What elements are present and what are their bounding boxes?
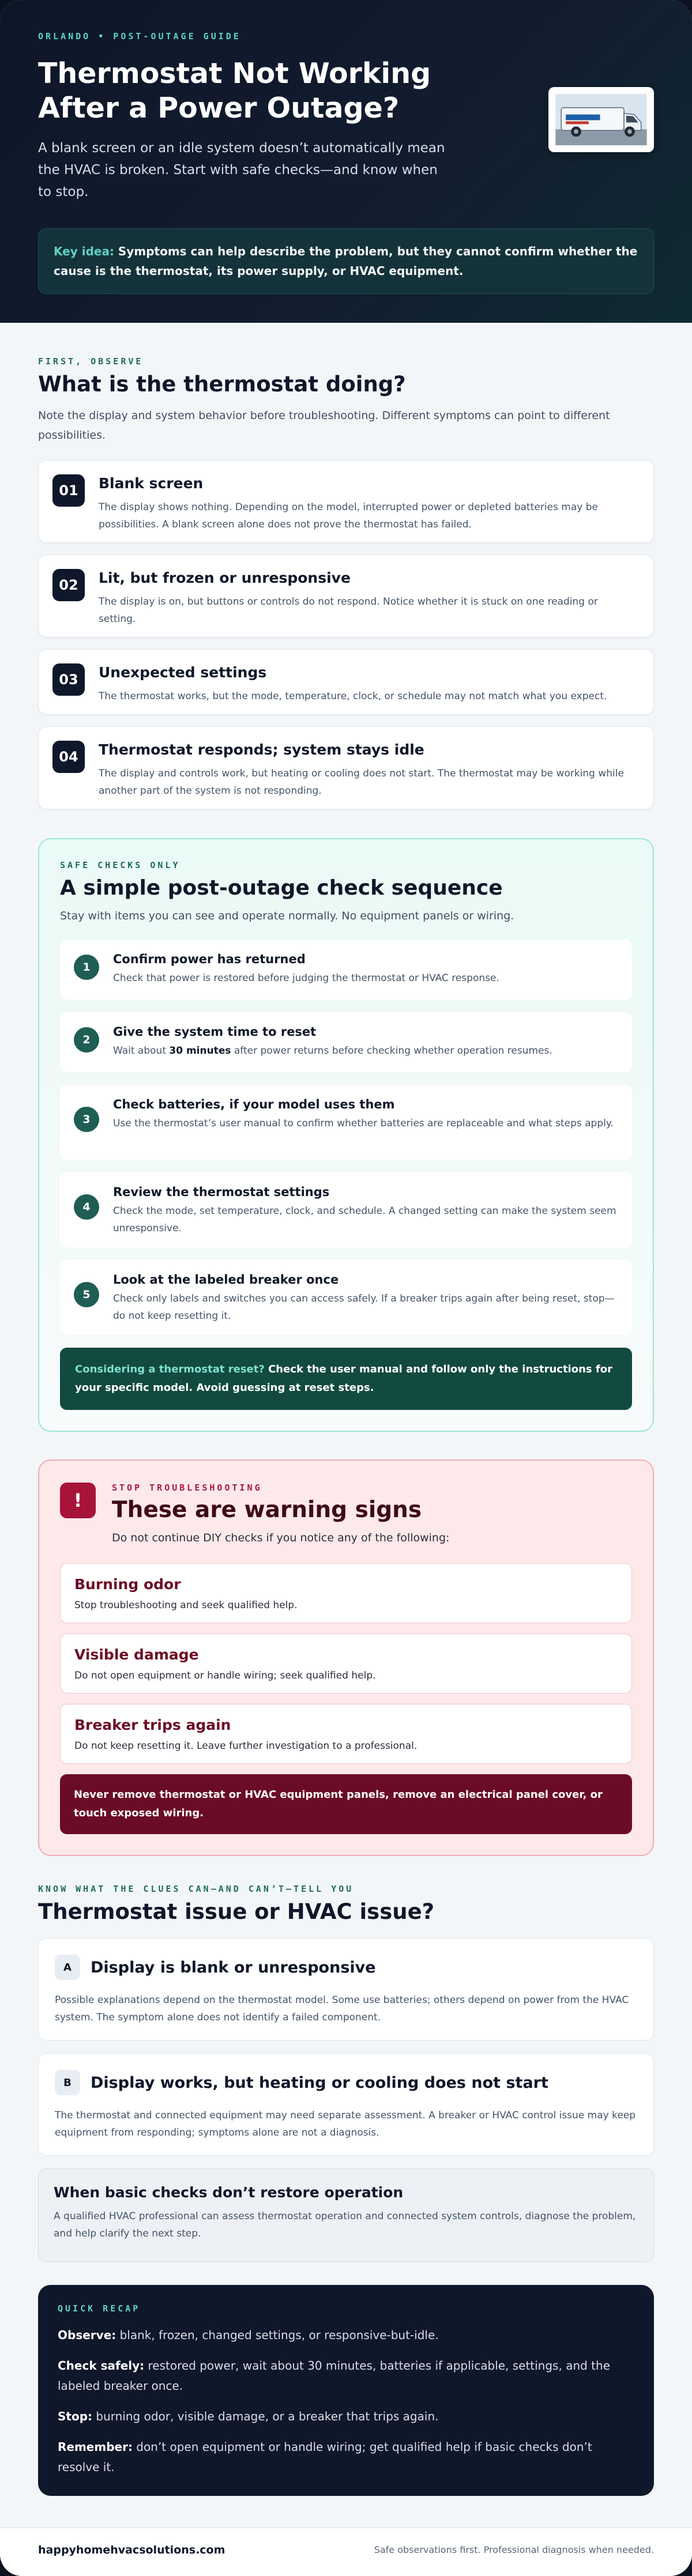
compare-card-head [55, 1955, 637, 1980]
warning-header [60, 1483, 632, 1547]
recap-item [58, 2407, 634, 2427]
never-remove-callout: Never remove thermostat or HVAC equipment panels, remove an electrical panel cover, or touch exposed wiring. [60, 1774, 632, 1834]
key-idea-callout [38, 228, 654, 294]
recap-item [58, 2437, 634, 2477]
check-step-number: 2 [74, 1027, 99, 1053]
check-step-title: Review the thermostat settings [113, 1185, 330, 1199]
symptom-card [38, 460, 654, 543]
check-step [60, 1260, 632, 1335]
check-step [60, 1012, 632, 1072]
observe-desc: Note the display and system behavior before troubleshooting. Different symptoms can point to different possibilities. [38, 409, 610, 442]
warning-panel [38, 1459, 654, 1856]
check-step-number: 1 [74, 955, 99, 980]
reset-callout [60, 1348, 632, 1410]
warning-sign-desc: Do not keep resetting it. Leave further investigation to a professional. [74, 1740, 418, 1752]
check-step-desc: Check only labels and switches you can access safely. If a breaker trips again after being reset, stop—do not keep resetting it. [113, 1293, 615, 1322]
recap-item [58, 2325, 634, 2345]
recap-item-label: Stop: [58, 2409, 93, 2423]
hero [0, 0, 692, 323]
checks-title: A simple post-outage check sequence [60, 876, 503, 900]
check-step-title: Look at the labeled breaker once [113, 1273, 339, 1287]
observe-eyebrow: FIRST, OBSERVE [38, 356, 144, 367]
compare-card-title: Display works, but heating or cooling does not start [91, 2073, 548, 2092]
symptom-desc: The display shows nothing. Depending on the model, interrupted power or depleted batteries may be possibilities. A blank screen alone does not prove the thermostat has failed. [99, 501, 598, 530]
check-step [60, 1172, 632, 1247]
symptom-number: 04 [52, 741, 85, 773]
check-step [60, 940, 632, 1000]
professional-help-desc: A qualified HVAC professional can assess thermostat operation and connected system controls, diagnose the problem, and help clarify the next step. [54, 2211, 636, 2239]
symptom-title: Thermostat responds; system stays idle [99, 741, 424, 758]
recap-eyebrow: QUICK RECAP [58, 2303, 141, 2314]
check-step [60, 1085, 632, 1160]
recap-item-label: Observe: [58, 2328, 116, 2342]
service-van-image [548, 87, 654, 152]
check-step-desc: Use the thermostat’s user manual to confirm whether batteries are replaceable and what steps apply. [113, 1118, 614, 1129]
symptom-title: Blank screen [99, 475, 204, 492]
compare-letter-badge: A [55, 1955, 80, 1980]
warning-sign-card [60, 1704, 632, 1764]
check-step-desc-bold: 30 minutes [169, 1045, 231, 1057]
reset-callout-label: Considering a thermostat reset? [75, 1363, 265, 1375]
key-idea-text: Symptoms can help describe the problem, but they cannot confirm whether the cause is the thermostat, its power supply, or HVAC equipment. [54, 244, 638, 278]
recap-item-text: restored power, wait about 30 minutes, batteries if applicable, settings, and the labeled breaker once. [58, 2359, 610, 2393]
recap-item [58, 2356, 634, 2396]
warning-sign-title: Visible damage [74, 1646, 199, 1663]
hero-eyebrow: ORLANDO • POST-OUTAGE GUIDE [38, 31, 241, 42]
symptom-number: 01 [52, 474, 85, 507]
warning-sign-title: Burning odor [74, 1576, 181, 1593]
recap-item-label: Check safely: [58, 2359, 145, 2373]
footer-tagline: Safe observations first. Professional diagnosis when needed. [374, 2544, 654, 2555]
symptom-title: Unexpected settings [99, 664, 267, 681]
recap-item-text: burning odor, visible damage, or a breaker that trips again. [92, 2409, 439, 2423]
warning-desc: Do not continue DIY checks if you notice any of the following: [112, 1532, 450, 1544]
compare-card-title: Display is blank or unresponsive [91, 1958, 376, 1977]
warning-sign-card [60, 1634, 632, 1694]
compare-eyebrow: KNOW WHAT THE CLUES CAN—AND CAN’T—TELL YOU [38, 1884, 354, 1894]
observe-title: What is the thermostat doing? [38, 372, 406, 397]
recap-item-text: blank, frozen, changed settings, or responsive-but-idle. [116, 2328, 439, 2342]
observe-section [0, 323, 692, 809]
warning-sign-title: Breaker trips again [74, 1717, 231, 1733]
warning-sign-desc: Stop troubleshooting and seek qualified help. [74, 1600, 298, 1611]
compare-card-head [55, 2070, 637, 2095]
page-title: Thermostat Not Working After a Power Outage? [38, 57, 431, 125]
check-step-desc-pre: Wait about [113, 1045, 170, 1057]
site-link[interactable]: happyhomehvacsolutions.com [38, 2543, 225, 2556]
symptom-title: Lit, but frozen or unresponsive [99, 569, 351, 586]
check-step-title: Give the system time to reset [113, 1025, 317, 1039]
symptom-desc: The display is on, but buttons or controls do not respond. Notice whether it is stuck on one reading or setting. [99, 596, 598, 625]
symptom-number: 02 [52, 569, 85, 601]
warning-title: These are warning signs [112, 1497, 422, 1523]
safe-checks-panel [38, 838, 654, 1432]
symptom-number: 03 [52, 663, 85, 696]
warning-eyebrow: STOP TROUBLESHOOTING [112, 1483, 262, 1493]
warning-icon: ! [60, 1483, 96, 1518]
compare-letter-badge: B [55, 2070, 80, 2095]
compare-card-desc: The thermostat and connected equipment may need separate assessment. A breaker or HVAC control issue may keep equipment from responding; symptoms alone are not a diagnosis. [55, 2110, 636, 2139]
quick-recap [38, 2285, 654, 2496]
symptom-card [38, 726, 654, 809]
compare-card [38, 1938, 654, 2041]
warning-sign-card [60, 1563, 632, 1623]
checks-desc: Stay with items you can see and operate normally. No equipment panels or wiring. [60, 910, 514, 922]
symptom-card [38, 555, 654, 638]
professional-help-card [38, 2168, 654, 2262]
warning-sign-desc: Do not open equipment or handle wiring; seek qualified help. [74, 1670, 376, 1681]
symptom-desc: The thermostat works, but the mode, temperature, clock, or schedule may not match what you expect. [99, 691, 607, 702]
hero-lead: A blank screen or an idle system doesn’t automatically mean the HVAC is broken. Start with safe checks—and know when to stop. [38, 141, 445, 199]
check-step-desc-post: after power returns before checking whether operation resumes. [231, 1045, 552, 1057]
recap-item-label: Remember: [58, 2440, 133, 2454]
checks-eyebrow: SAFE CHECKS ONLY [60, 860, 180, 870]
check-step-title: Check batteries, if your model uses them [113, 1097, 395, 1111]
compare-card-desc: Possible explanations depend on the thermostat model. Some use batteries; others depend on power from the HVAC system. The symptom alone does not identify a failed component. [55, 1994, 629, 2023]
van-illustration-icon [555, 94, 647, 145]
symptom-desc: The display and controls work, but heating or cooling does not start. The thermostat may be working while another part of the system is not responding. [99, 768, 624, 797]
check-step-number: 3 [74, 1107, 99, 1132]
key-idea-label: Key idea: [54, 244, 114, 258]
symptom-card [38, 649, 654, 715]
check-step-number: 5 [74, 1282, 99, 1307]
check-step-desc: Check the mode, set temperature, clock, and schedule. A changed setting can make the system seem unresponsive. [113, 1205, 616, 1234]
check-step-title: Confirm power has returned [113, 952, 306, 966]
check-step-number: 4 [74, 1194, 99, 1220]
compare-title: Thermostat issue or HVAC issue? [38, 1899, 435, 1924]
compare-section [0, 1884, 692, 2262]
check-step-desc: Check that power is restored before judging the thermostat or HVAC response. [113, 972, 499, 984]
recap-item-text: don’t open equipment or handle wiring; get qualified help if basic checks don’t resolve it. [58, 2440, 592, 2474]
professional-help-title: When basic checks don’t restore operation [54, 2184, 404, 2201]
compare-card [38, 2053, 654, 2156]
footer [0, 2528, 692, 2576]
reset-callout-text: Check the user manual and follow only the instructions for your specific model. Avoid guessing at reset steps. [75, 1363, 612, 1394]
check-step-desc [113, 1042, 618, 1059]
